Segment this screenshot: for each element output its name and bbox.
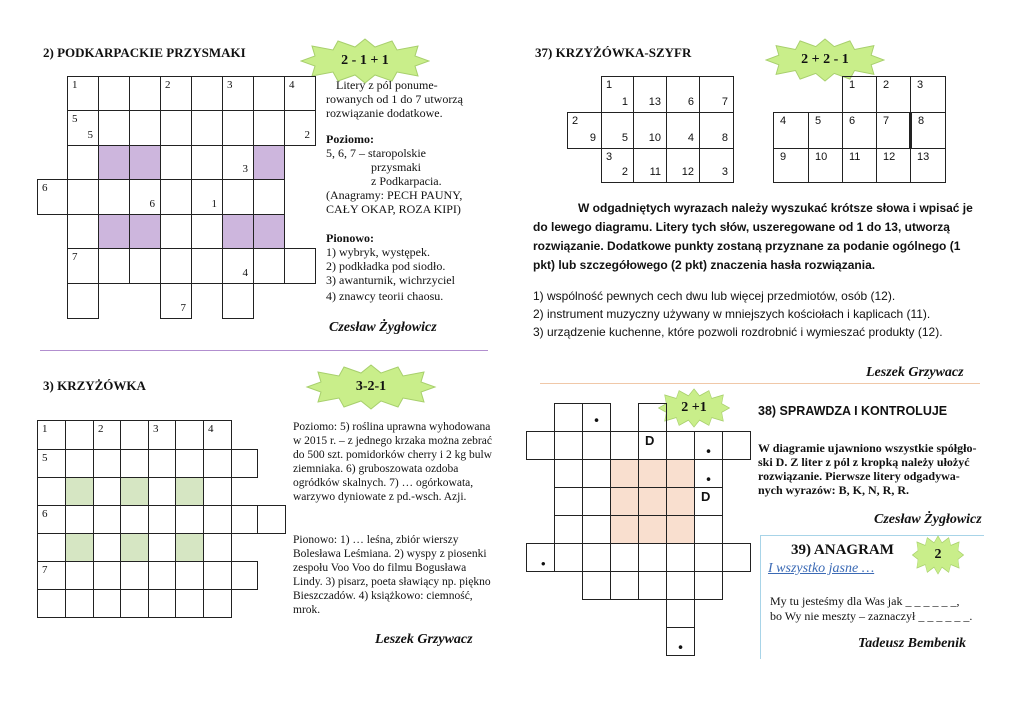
section-3-badge-text: 3-2-1 xyxy=(355,379,387,394)
grid-number: 1 xyxy=(211,198,217,210)
pionowo-heading: Pionowo: xyxy=(326,231,374,245)
divider xyxy=(40,350,488,351)
dot-marker: • xyxy=(594,412,599,428)
row-label: 2 xyxy=(572,115,579,127)
section-39-title: 39) ANAGRAM xyxy=(791,542,894,558)
grid-number: 2 xyxy=(165,79,171,91)
grid-number: 4 xyxy=(208,423,214,435)
cipher-number: 5 xyxy=(815,115,822,127)
cipher-number: 11 xyxy=(649,166,661,178)
cipher-number: 8 xyxy=(721,132,728,144)
crossword-grid-3[interactable] xyxy=(37,420,286,618)
cipher-number: 3 xyxy=(917,79,924,91)
section-37-badge-text: 2 + 2 - 1 xyxy=(801,52,849,67)
cipher-number: 12 xyxy=(883,151,896,163)
revealed-letter: D xyxy=(701,489,711,504)
section-37-title: 37) KRZYŻÓWKA-SZYFR xyxy=(535,45,692,60)
section-38-description: W diagramie ujawniono wszystkie spółgło-ski D. Z liter z pól z kropką należy ułożyć rozwiązanie. Pierwsze litery odgadywa-nych wyrazów: B, K, N, R, R. xyxy=(758,441,977,497)
cipher-number: 2 xyxy=(621,166,628,178)
section-39-text xyxy=(770,594,985,624)
crossword-grid-38[interactable] xyxy=(526,403,751,656)
clue-line: 1) wspólność pewnych cech dwu lub więcej przedmiotów, osób (12). xyxy=(533,289,896,303)
cipher-number: 1 xyxy=(849,79,856,91)
grid-number: 2 xyxy=(98,423,104,435)
cipher-number: 2 xyxy=(883,79,890,91)
crossword-grid-2[interactable] xyxy=(37,76,316,319)
section-39-score-badge xyxy=(912,535,964,575)
anagram-line: bo Wy nie meszty – zaznaczył _ _ _ _ _ _. xyxy=(770,609,973,623)
section-39-badge-text: 2 xyxy=(934,547,942,562)
clue-line: 2) instrument muzyczny używany w mniejszych kościołach i kaplicach (11). xyxy=(533,307,931,321)
cipher-number: 9 xyxy=(780,151,787,163)
clue-line: 4) znawcy teorii chaosu. xyxy=(326,289,444,303)
section-2-description xyxy=(326,78,476,120)
cipher-number: 10 xyxy=(815,151,828,163)
clue-line: 3) awanturnik, wichrzyciel xyxy=(326,273,455,287)
section-39-subtitle: I wszystko jasne … xyxy=(768,561,875,576)
grid-number: 4 xyxy=(242,267,248,279)
row-label: 3 xyxy=(606,151,613,163)
section-3-score-badge xyxy=(304,364,438,410)
section-3-title: 3) KRZYŻÓWKA xyxy=(43,378,146,393)
section-2-poziomo xyxy=(326,132,486,216)
cipher-number: 12 xyxy=(681,166,694,178)
poziomo-heading: Poziomo: xyxy=(326,132,374,146)
clue-line: 2) podkładka pod siodło. xyxy=(326,259,446,273)
clue-line: z Podkarpacia. xyxy=(371,174,442,188)
cipher-number: 1 xyxy=(621,96,628,108)
cipher-grid-left[interactable] xyxy=(567,76,734,183)
dot-marker: • xyxy=(541,556,546,571)
grid-number: 7 xyxy=(42,564,48,576)
cipher-number: 6 xyxy=(849,115,856,127)
dot-marker: • xyxy=(706,471,711,487)
grid-number: 6 xyxy=(42,508,48,520)
grid-number: 3 xyxy=(242,163,248,175)
cipher-number: 6 xyxy=(687,96,694,108)
section-2-badge-text: 2 - 1 + 1 xyxy=(341,53,389,68)
section-2-pionowo xyxy=(326,231,486,303)
section-38-author: Czesław Żygłowicz xyxy=(874,512,982,527)
grid-number: 5 xyxy=(42,452,48,464)
section-2-author: Czesław Żygłowicz xyxy=(329,320,437,335)
section-3-poziomo: Poziomo: 5) roślina uprawna wyhodowana w 2015 r. – z jednego krzaka można zebrać do 500 szt. pomidorków cherry i 2 kg bulw ziemniaka. 6) gruboszowata ozdoba ogródków skalnych. 7) … ogórkowata, warzywo dyniowate z pd.-wsch. Azji. xyxy=(293,421,492,503)
section-39-author: Tadeusz Bembenik xyxy=(858,636,966,651)
cipher-number: 13 xyxy=(648,96,661,108)
grid-number: 7 xyxy=(180,302,186,314)
cipher-number: 8 xyxy=(918,115,925,127)
desc-line: rowanych od 1 do 7 utworzą xyxy=(326,92,463,106)
grid-number: 1 xyxy=(72,79,78,91)
desc-line: rozwiązanie dodatkowe. xyxy=(326,106,443,120)
cipher-number: 7 xyxy=(883,115,890,127)
clue-line: (Anagramy: PECH PAUNY, xyxy=(326,188,463,202)
cipher-number: 13 xyxy=(917,151,930,163)
clue-line: 5, 6, 7 – staropolskie xyxy=(326,146,426,160)
row-label: 1 xyxy=(606,79,613,91)
grid-number: 1 xyxy=(42,423,48,435)
section-3-pionowo: Pionowo: 1) … leśna, zbiór wierszy Bolesława Leśmiana. 2) wyspy z piosenki zespołu Voo Voo do filmu Bogusława Lindy. 3) pisarz, poeta sławiący np. piękno Bieszczadów. 4) książkowo: ciemność, mrok. xyxy=(293,534,491,616)
cipher-grid-right[interactable] xyxy=(773,76,946,183)
grid-number: 5 xyxy=(87,129,93,141)
grid-number: 4 xyxy=(289,79,295,91)
grid-number: 5 xyxy=(72,113,78,125)
grid-number: 6 xyxy=(42,182,48,194)
dot-marker: • xyxy=(678,639,683,655)
section-38-badge-text: 2 +1 xyxy=(681,400,707,415)
cipher-number: 11 xyxy=(849,151,861,163)
clue-line: 1) wybryk, występek. xyxy=(326,245,430,259)
cipher-number: 5 xyxy=(621,132,628,144)
grid-number: 6 xyxy=(149,198,155,210)
clue-line: 3) urządzenie kuchenne, które pozwoli rozdrobnić i wymieszać produkty (12). xyxy=(533,325,943,339)
cipher-number: 7 xyxy=(721,96,728,108)
anagram-line: My tu jesteśmy dla Was jak _ _ _ _ _ _, xyxy=(770,594,960,608)
cipher-number: 9 xyxy=(589,132,596,144)
section-37-author: Leszek Grzywacz xyxy=(866,365,964,380)
section-37-clues xyxy=(533,287,993,341)
grid-number: 2 xyxy=(304,129,310,141)
grid-number: 7 xyxy=(72,251,78,263)
cipher-number: 3 xyxy=(721,166,728,178)
section-38-title: 38) SPRAWDZA I KONTROLUJE xyxy=(758,404,948,418)
cipher-number: 4 xyxy=(780,115,787,127)
section-37-instructions: W odgadniętych wyrazach należy wyszukać krótsze słowa i wpisać je do lewego diagramu. Litery tych słów, uszeregowane od 1 do 13, utworzą rozwiązanie. Dodatkowe punkty zostaną przyznane za podanie ogólnego (1 pkt) lub szczegółowego (2 pkt) znaczenia hasła rozwiązania. xyxy=(533,201,973,272)
clue-line: CAŁY OKAP, ROZA KIPI) xyxy=(326,202,461,216)
grid-number: 3 xyxy=(153,423,159,435)
grid-number: 3 xyxy=(227,79,233,91)
cipher-number: 4 xyxy=(687,132,694,144)
section-2-title: 2) PODKARPACKIE PRZYSMAKI xyxy=(43,45,246,60)
clue-line: przysmaki xyxy=(371,160,421,174)
dot-marker: • xyxy=(706,443,711,459)
section-3-author: Leszek Grzywacz xyxy=(375,632,473,647)
desc-line: Litery z pól ponume- xyxy=(336,78,438,92)
divider xyxy=(540,383,980,384)
cipher-number: 10 xyxy=(648,132,661,144)
revealed-letter: D xyxy=(645,433,655,448)
